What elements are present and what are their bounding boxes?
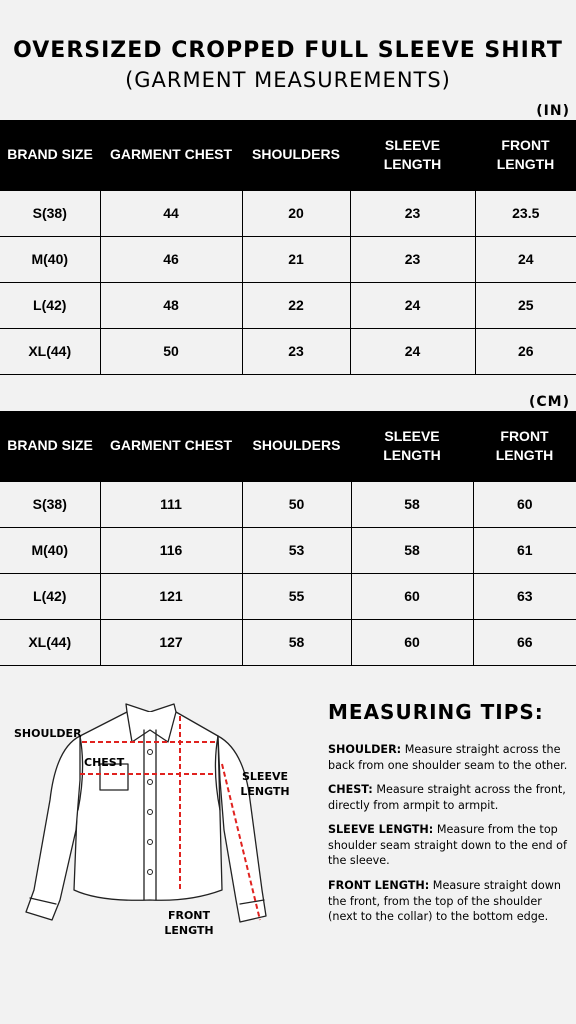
tip-label: CHEST:: [328, 783, 373, 796]
col-header-front-length: [475, 120, 576, 190]
label-line: LENGTH: [240, 785, 290, 798]
cell-sleeve: 23: [350, 190, 475, 236]
cell-shoulders: 50: [242, 481, 351, 527]
col-header-brand-size: BRAND SIZE: [0, 411, 100, 481]
table-row: [0, 481, 576, 527]
col-header-chest: GARMENT CHEST: [100, 120, 242, 190]
unit-label-cm: (CM): [528, 394, 570, 410]
header-line: FRONT: [500, 427, 549, 444]
cell-size: S(38): [0, 481, 100, 527]
unit-label-inches: (IN): [536, 103, 570, 119]
cell-sleeve: 24: [350, 282, 475, 328]
cell-chest: 48: [100, 282, 242, 328]
col-header-shoulders: SHOULDERS: [242, 411, 351, 481]
col-header-chest: GARMENT CHEST: [100, 411, 242, 481]
tip-chest: [328, 782, 574, 813]
cell-shoulders: 22: [242, 282, 350, 328]
col-header-sleeve-length: [351, 411, 473, 481]
header-line: LENGTH: [383, 446, 441, 463]
header-line: LENGTH: [495, 446, 554, 463]
col-header-shoulders: SHOULDERS: [242, 120, 350, 190]
tip-text: Measure straight across the front, directly from armpit to armpit.: [328, 783, 566, 812]
page-title: OVERSIZED CROPPED FULL SLEEVE SHIRT: [13, 38, 563, 63]
header-line: LENGTH: [496, 155, 555, 172]
shirt-right-sleeve: [218, 736, 266, 922]
col-header-front-length: [473, 411, 576, 481]
header-line: SLEEVE: [384, 427, 440, 444]
button-icon: [148, 840, 153, 845]
cell-size: L(42): [0, 282, 100, 328]
diagram-label-front-length: [162, 908, 216, 938]
col-header-brand-size: BRAND SIZE: [0, 120, 100, 190]
cell-sleeve: 58: [351, 481, 473, 527]
cell-chest: 121: [100, 573, 242, 619]
tip-label: SHOULDER:: [328, 743, 402, 756]
diagram-label-chest: CHEST: [84, 756, 125, 769]
cell-shoulders: 23: [242, 328, 350, 374]
button-icon: [148, 870, 153, 875]
tips-title: MEASURING TIPS:: [328, 700, 544, 724]
cell-shoulders: 53: [242, 527, 351, 573]
cell-size: XL(44): [0, 328, 100, 374]
cell-front: 23.5: [475, 190, 576, 236]
cell-front: 66: [473, 619, 576, 665]
button-icon: [148, 810, 153, 815]
collar-band: [126, 704, 176, 712]
cell-chest: 46: [100, 236, 242, 282]
header-line: LENGTH: [383, 155, 442, 172]
table-header-row: [0, 411, 576, 481]
tip-text: Measure straight down the front, from the top of the shoulder (next to the collar) to the bottom edge.: [328, 879, 562, 923]
cell-shoulders: 58: [242, 619, 351, 665]
cell-front: 63: [473, 573, 576, 619]
cell-chest: 111: [100, 481, 242, 527]
tip-front-length: [328, 878, 574, 925]
table-row: [0, 527, 576, 573]
tip-shoulder: [328, 742, 574, 773]
cell-front: 25: [475, 282, 576, 328]
label-line: LENGTH: [164, 924, 214, 937]
cell-front: 60: [473, 481, 576, 527]
cell-shoulders: 55: [242, 573, 351, 619]
label-line: SLEEVE: [242, 770, 288, 783]
button-icon: [148, 750, 153, 755]
cell-size: S(38): [0, 190, 100, 236]
tip-label: FRONT LENGTH:: [328, 879, 430, 892]
cell-sleeve: 23: [350, 236, 475, 282]
cell-shoulders: 20: [242, 190, 350, 236]
table-row: [0, 190, 576, 236]
tip-text: Measure from the top shoulder seam straight down to the end of the sleeve.: [328, 823, 567, 867]
table-row: [0, 328, 576, 374]
table-row: [0, 236, 576, 282]
label-line: FRONT: [167, 909, 211, 922]
table-row: [0, 619, 576, 665]
cell-chest: 116: [100, 527, 242, 573]
header-line: FRONT: [501, 136, 550, 153]
table-row: [0, 573, 576, 619]
table-row: [0, 282, 576, 328]
tip-text: Measure straight across the back from one shoulder seam to the other.: [328, 743, 568, 772]
cell-sleeve: 60: [351, 573, 473, 619]
header-line: SLEEVE: [384, 136, 441, 153]
shirt-left-sleeve: [26, 736, 80, 920]
cell-sleeve: 24: [350, 328, 475, 374]
cell-sleeve: 60: [351, 619, 473, 665]
cell-size: M(40): [0, 527, 100, 573]
cell-chest: 127: [100, 619, 242, 665]
table-header-row: [0, 120, 576, 190]
cell-front: 26: [475, 328, 576, 374]
cell-shoulders: 21: [242, 236, 350, 282]
size-table-cm: [0, 411, 576, 666]
cell-chest: 50: [100, 328, 242, 374]
tip-label: SLEEVE LENGTH:: [328, 823, 434, 836]
size-table-inches: [0, 120, 576, 375]
cell-sleeve: 58: [351, 527, 473, 573]
cell-front: 61: [473, 527, 576, 573]
diagram-label-sleeve-length: [238, 769, 292, 799]
cell-size: XL(44): [0, 619, 100, 665]
cell-chest: 44: [100, 190, 242, 236]
tip-sleeve-length: [328, 822, 574, 869]
button-icon: [148, 780, 153, 785]
diagram-label-shoulder: SHOULDER: [14, 727, 82, 740]
page-subtitle: (GARMENT MEASUREMENTS): [125, 68, 451, 92]
cell-front: 24: [475, 236, 576, 282]
cell-size: L(42): [0, 573, 100, 619]
col-header-sleeve-length: [350, 120, 475, 190]
cell-size: M(40): [0, 236, 100, 282]
